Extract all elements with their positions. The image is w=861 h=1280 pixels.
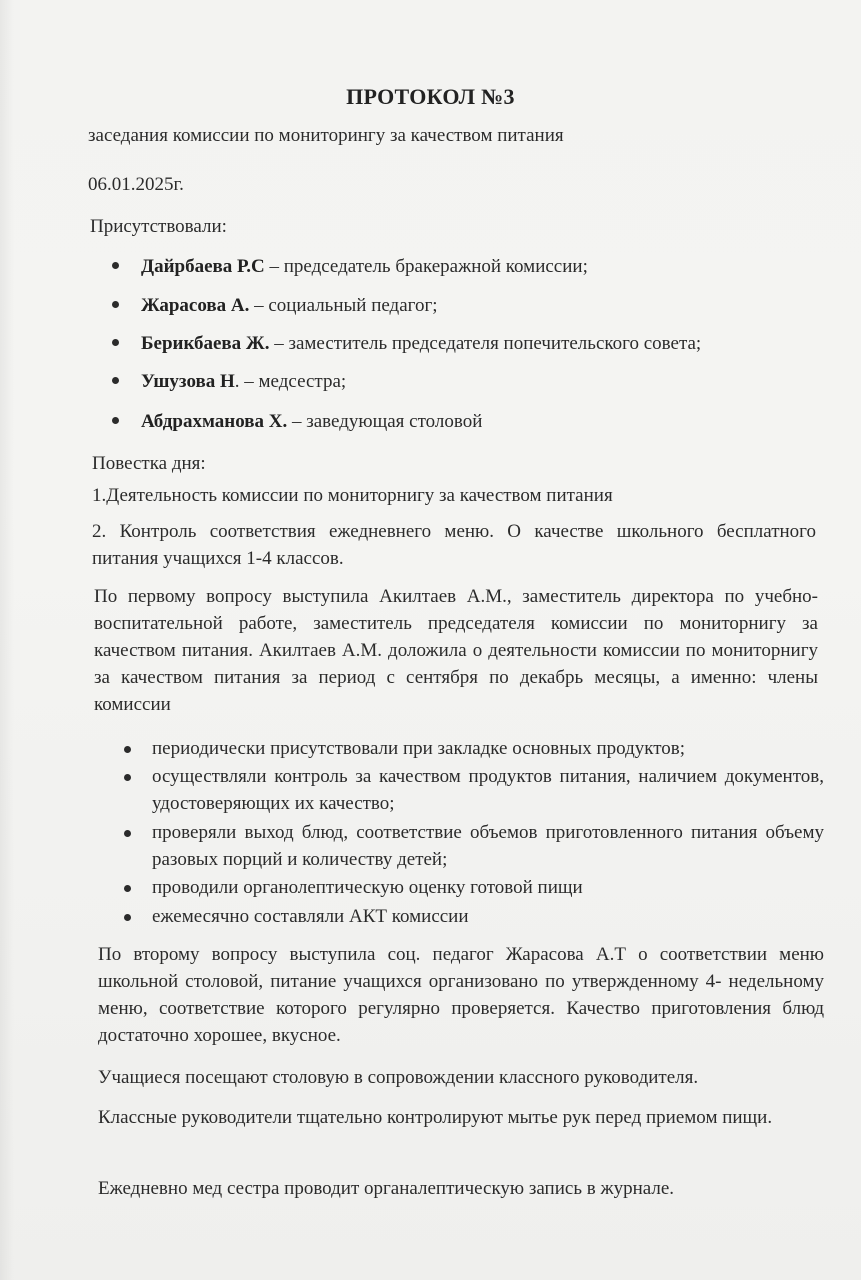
bullet-icon — [124, 774, 131, 781]
bullet-icon — [112, 377, 119, 384]
bullet-icon — [112, 301, 119, 308]
speech-first-question: По первому вопросу выступила Акилтаев А.М., заместитель директора по учебно-воспитательной работе, заместитель председателя комиссии по мониторнигу за качеством питания. Акилтаев А.М. доложила о деятельности комиссии по мониторнигу за качеством питания за период с сентября по декабрь месяцы, а именно: члены комиссии — [94, 586, 818, 715]
page-edge-shadow — [0, 0, 14, 1280]
member-role: . – медсестра; — [234, 371, 347, 392]
bullet-icon — [112, 339, 119, 346]
member-item — [112, 368, 346, 396]
bullet-icon — [112, 417, 119, 424]
duty-text: осуществляли контроль за качеством продуктов питания, наличием документов, удостоверяющих их качество; — [152, 766, 824, 814]
member-name: Абдрахманова Х. — [141, 411, 288, 432]
document-date: 06.01.2025г. — [88, 174, 184, 195]
member-role: – заместитель председателя попечительского совета; — [269, 333, 702, 354]
document-subtitle: заседания комиссии по мониторингу за качеством питания — [88, 125, 564, 146]
duty-text: проводили органолептическую оценку готовой пищи — [152, 877, 583, 898]
member-role: – председатель бракеражной комиссии; — [264, 256, 588, 277]
document-title: ПРОТОКОЛ №3 — [346, 84, 515, 109]
duty-item — [124, 763, 824, 817]
member-item — [112, 330, 701, 358]
duty-item — [124, 735, 824, 762]
duty-item — [124, 903, 824, 930]
agenda-item-1: 1.Деятельность комиссии по мониторнигу за качеством питания — [92, 485, 613, 506]
duty-item — [124, 874, 824, 901]
member-role: – социальный педагог; — [249, 295, 438, 316]
member-item — [112, 292, 438, 320]
duty-item — [124, 819, 824, 873]
agenda-item-2: 2. Контроль соответствия ежедневнего меню. О качестве школьного бесплатного питания учащихся 1-4 классов. — [92, 521, 816, 569]
duty-text: периодически присутствовали при закладке основных продуктов; — [152, 738, 686, 759]
member-name: Жарасова А. — [141, 295, 250, 316]
speech-second-question: По второму вопросу выступила соц. педагог Жарасова А.Т о соответствии меню школьной столовой, питание учащихся организовано по утвержденному 4- недельному меню, соответствие которого регулярно проверяется. Качество приготовления блюд достаточно хорошее, вкусное. — [98, 944, 824, 1046]
agenda-label: Повестка дня: — [92, 453, 206, 474]
member-role: – заведующая столовой — [287, 411, 483, 432]
bullet-icon — [112, 262, 119, 269]
member-name: Берикбаева Ж. — [141, 333, 270, 354]
duty-text: ежемесячно составляли АКТ комиссии — [152, 906, 469, 927]
member-name: Ушузова Н — [141, 371, 235, 392]
bullet-icon — [124, 885, 131, 892]
member-item — [112, 408, 482, 436]
note-line-1: Учащиеся посещают столовую в сопровождении классного руководителя. — [98, 1067, 699, 1088]
bullet-icon — [124, 830, 131, 837]
member-item — [112, 253, 588, 281]
member-name: Дайрбаева Р.С — [141, 256, 265, 277]
present-label: Присутствовали: — [90, 216, 227, 237]
duty-text: проверяли выход блюд, соответствие объемов приготовленного питания объему разовых порций и количеству детей; — [152, 822, 824, 870]
bullet-icon — [124, 746, 131, 753]
note-line-3: Ежедневно мед сестра проводит органалептическую запись в журнале. — [98, 1178, 675, 1199]
note-line-2: Классные руководители тщательно контролируют мытье рук перед приемом пищи. — [98, 1107, 773, 1128]
bullet-icon — [124, 914, 131, 921]
